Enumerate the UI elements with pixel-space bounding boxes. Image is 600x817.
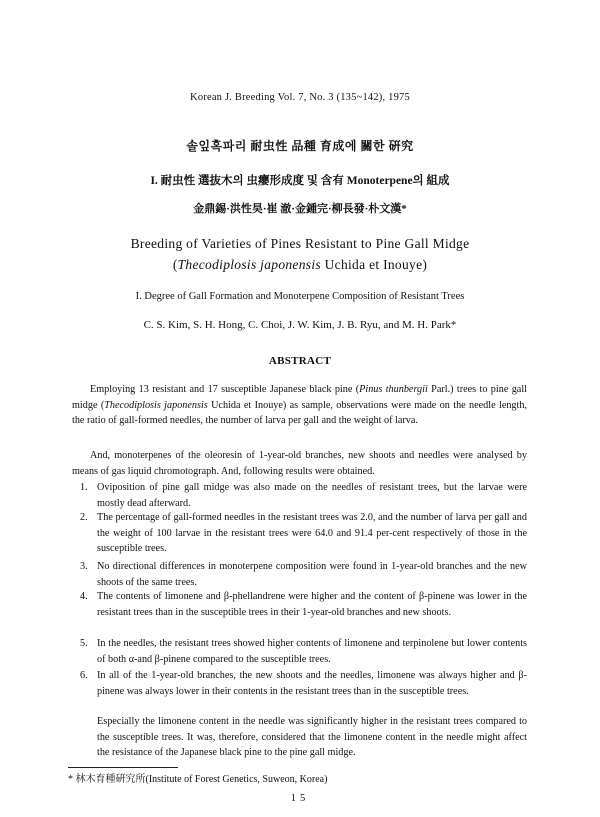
item-text: No directional differences in monoterpene composition were found in 1-year-old branches and the new shoots of the same trees. bbox=[97, 561, 527, 588]
result-item bbox=[72, 559, 527, 590]
species-pinus: Pinus thunbergii bbox=[359, 384, 428, 395]
korean-authors: 金鼎錫·洪性昊·崔 澈·金鍾完·柳長發·朴文漢* bbox=[193, 203, 407, 215]
item-text: The contents of limonene and β-phellandrene were higher and the content of β-pinene was lower in the resistant trees than in the susceptible trees in their 1-year-old branches and new shoots. bbox=[97, 591, 527, 618]
item-number: 1. bbox=[80, 482, 88, 493]
item-text: In all of the 1-year-old branches, the new shoots and the needles, limonene was always higher and β-pinene was always lower in their contents in the resistant trees than in the susceptible trees. bbox=[97, 670, 527, 697]
abstract-paragraph-1 bbox=[72, 382, 527, 429]
korean-subtitle: I. 耐虫性 選抜木의 虫癭形成度 및 含有 Monoterpene의 組成 bbox=[150, 175, 450, 187]
species-thecodiplosis: Thecodiplosis japonensis bbox=[104, 399, 208, 411]
item-number: 3. bbox=[80, 561, 88, 572]
item-number: 5. bbox=[80, 638, 88, 649]
footnote: * 林木育種硏究所(Institute of Forest Genetics, Suweon, Korea) bbox=[68, 774, 328, 785]
journal-citation: Korean J. Breeding Vol. 7, No. 3 (135~142), 1975 bbox=[190, 92, 410, 103]
species-name-title: Thecodiplosis japonensis bbox=[177, 257, 321, 272]
abstract-heading: ABSTRACT bbox=[268, 355, 332, 367]
result-item bbox=[72, 589, 527, 620]
title-open-paren: ( bbox=[172, 257, 178, 272]
english-title-line2 bbox=[0, 257, 600, 273]
item-number: 2. bbox=[80, 512, 88, 523]
para1-text-c: Uchida et Inouye) as sample, observations were made on the needle length, the ratio of gall-formed needles, the number of larva per gall and the weight of larva. bbox=[72, 399, 527, 427]
para1-text-b: Parl.) trees to pine gall midge ( bbox=[72, 384, 527, 411]
item-text: Oviposition of pine gall midge was also made on the needles of resistant trees, but the larvae were mostly dead afterward. bbox=[97, 482, 527, 509]
footnote-rule bbox=[68, 767, 178, 768]
english-authors: C. S. Kim, S. H. Hong, C. Choi, J. W. Kim, J. B. Ryu, and M. H. Park* bbox=[143, 319, 457, 331]
item-number: 6. bbox=[80, 670, 88, 681]
result-item bbox=[72, 510, 527, 557]
english-subtitle: I. Degree of Gall Formation and Monoterpene Composition of Resistant Trees bbox=[135, 291, 465, 302]
item-number: 4. bbox=[80, 591, 88, 602]
para1-text-a: Employing 13 resistant and 17 susceptible Japanese black pine ( bbox=[90, 384, 360, 395]
result-item bbox=[72, 480, 527, 511]
title-authority: Uchida et Inouye) bbox=[320, 257, 428, 272]
korean-title: 솔잎혹파리 耐虫性 品種 育成에 關한 硏究 bbox=[186, 139, 414, 153]
abstract-paragraph-2: And, monoterpenes of the oleoresin of 1-year-old branches, new shoots and needles were analysed by means of gas liquid chromotograph. And, following results were obtained. bbox=[72, 450, 527, 477]
english-title: Breeding of Varieties of Pines Resistant to Pine Gall Midge bbox=[130, 236, 470, 251]
result-item bbox=[72, 636, 527, 667]
abstract-conclusion: Especially the limonene content in the needle was significantly higher in the resistant trees compared to the susceptible trees. It was, therefore, considered that the limonene content in the needle might affect the resistance of the Japanese black pine to the pine gall midge. bbox=[97, 716, 527, 759]
item-text: In the needles, the resistant trees showed higher contents of limonene and terpinolene but lower contents of both α-and β-pinene compared to the susceptible trees. bbox=[97, 638, 527, 665]
result-item bbox=[72, 668, 527, 699]
item-text: The percentage of gall-formed needles in the resistant trees was 2.0, and the number of larva per gall and the weight of 100 larvae in the resistant trees were 64.0 and 91.4 per-cent respectively of those in the susceptible trees. bbox=[97, 512, 527, 555]
page-number: 15 bbox=[290, 793, 310, 804]
